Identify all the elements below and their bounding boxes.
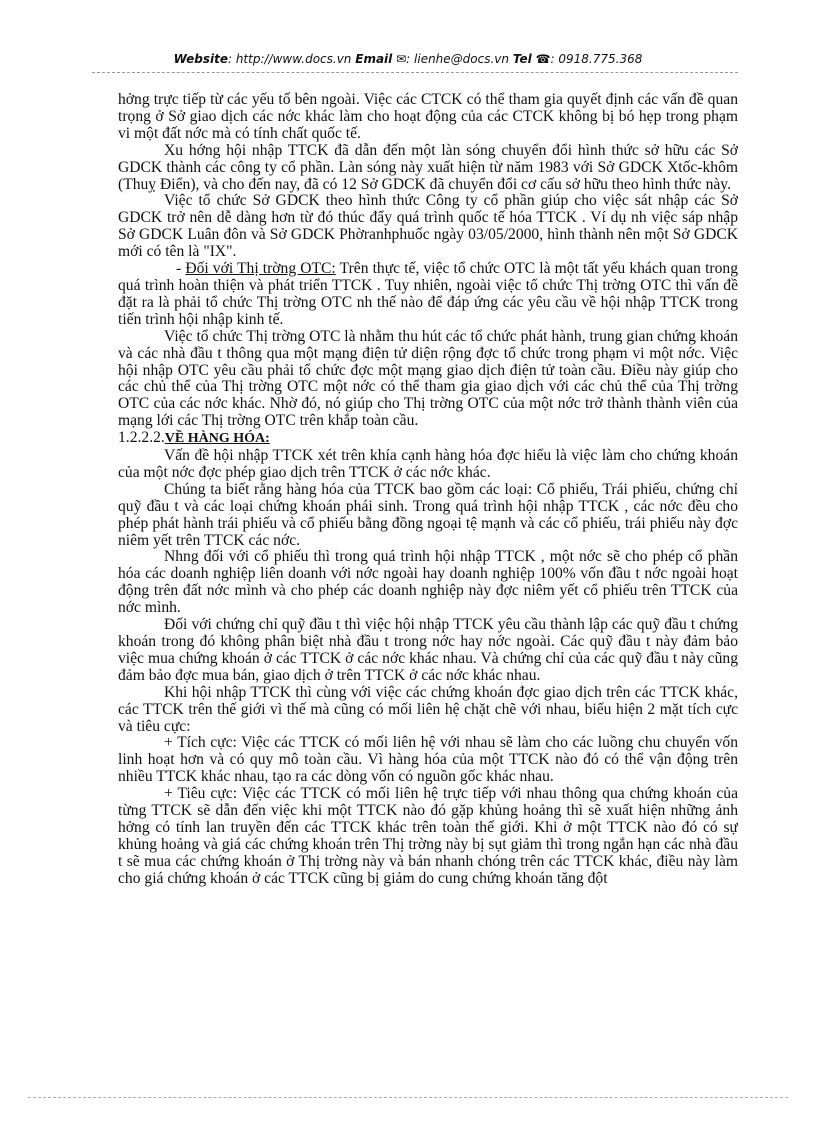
phone-icon: ☎ — [535, 52, 551, 66]
section-heading — [118, 430, 738, 448]
paragraph-12: + Tiêu cực: Việc các TTCK có mối liên hệ trực tiếp với nhau thông qua chứng khoán của từng TTCK sẽ dẫn đến việc khi một TTCK nào đó gặp khủng hoảng thì sẽ xuất hiện những ảnh hởng có tính lan truyền đến các TTCK khác trên toàn thế giới. Khi ở một TTCK nào đó có sự khủng hoảng và giá các chứng khoán trên Thị trờng này bị sụt giảm thì trong ngắn hạn các nhà đầu t sẽ mua các chứng khoán ở Thị trờng này và bán nhanh chóng trên các TTCK khác, điều này làm cho giá chứng khoán ở các TTCK cũng bị giảm do cung chứng khoán tăng đột — [118, 785, 738, 887]
paragraph-1: hởng trực tiếp từ các yếu tố bên ngoài. Việc các CTCK có thể tham gia quyết định các vấn đề quan trọng ở Sở giao dịch các nớc khác làm cho hoạt động của các CTCK không bị bó hẹp trong phạm vi một đất nớc mà có tính chất quốc tế. — [118, 92, 738, 142]
paragraph-2: Xu hớng hội nhập TTCK đã dẫn đến một làn sóng chuyển đổi hình thức sở hữu các Sở GDCK thành các công ty cổ phần. Làn sóng này xuất hiện từ năm 1983 với Sở GDCK Xtốc-khôm (Thuỵ Điển), và cho đến nay, đã có 12 Sở GDCK đã chuyển đổi cơ cấu sở hữu theo hình thức này. — [118, 141, 738, 193]
website-value: : http://www.docs.vn — [227, 52, 352, 66]
paragraph-6: Vấn đề hội nhập TTCK xét trên khía cạnh hàng hóa đợc hiểu là việc làm cho chứng khoán của một nớc đợc phép giao dịch trên TTCK ở các nớc khác. — [118, 447, 738, 481]
paragraph-11: + Tích cực: Việc các TTCK có mối liên hệ với nhau sẽ làm cho các luồng chu chuyển vốn linh hoạt hơn và có quy mô toàn cầu. Vì hàng hóa của một TTCK nào đó có thể vận động trên nhiều TTCK khác nhau, tạo ra các dòng vốn có nguồn gốc khác nhau. — [118, 734, 738, 786]
footer-divider — [28, 1097, 788, 1098]
email-label: Email — [355, 52, 393, 66]
tel-value: : 0918.775.368 — [550, 52, 643, 66]
section-number: 1.2.2.2. — [118, 429, 165, 447]
envelope-icon: ✉ — [396, 52, 407, 66]
page-header — [40, 52, 776, 70]
paragraph-8: Nhng đối với cổ phiếu thì trong quá trình hội nhập TTCK , một nớc sẽ cho phép cổ phần hóa các doanh nghiệp liên doanh với nớc ngoài hay doanh nghiệp 100% vốn đầu t nớc ngoài hoạt động trên đất nớc mình và cho phép các doanh nghiệp này đợc niêm yết cổ phiếu trên TTCK của nớc mình. — [118, 548, 738, 617]
otc-text: Trên thực tế, việc tổ chức OTC là một tất yếu khách quan trong quá trình hoàn thiện và phát triển TTCK . Tuy nhiên, ngoài việc tổ chức Thị trờng OTC thì vấn đề đặt ra là phải tổ chức Thị trờng OTC nh thế nào để đáp ứng các yêu cầu về hội nhập TTCK trong tiến trình hội nhập kinh tế. — [118, 260, 738, 328]
bullet-dash: - — [176, 260, 182, 278]
otc-subheading: Đối với Thị trờng OTC: — [185, 260, 336, 278]
paragraph-7: Chúng ta biết rằng hàng hóa của TTCK bao gồm các loại: Cổ phiếu, Trái phiếu, chứng chỉ quỹ đầu t và các loại chứng khoán phái sinh. Trong quá trình hội nhập TTCK , các nớc đều cho phép phát hành trái phiếu và cổ phiếu bằng đồng ngoại tệ mạnh và các cổ phiếu, trái phiếu này đợc niêm yết trên TTCK các nớc. — [118, 480, 738, 549]
document-body — [118, 92, 738, 1092]
paragraph-5: Việc tổ chức Thị trờng OTC là nhằm thu hút các tổ chức phát hành, trung gian chứng khoán và các nhà đầu t thông qua một mạng điện tử diện rộng đợc tổ chức trong phạm vi một nớc. Việc hội nhập OTC yêu cầu phải tổ chức đợc một mạng giao dịch điện tử toàn cầu. Điều này giúp cho các chủ thể của Thị trờng OTC một nớc có thể tham gia giao dịch với các chủ thể của Thị trờng OTC của các nớc khác. Nhờ đó, nó giúp cho Thị trờng OTC của một nớc trở thành thành viên của mạng lới các Thị trờng OTC trên khắp toàn cầu. — [118, 327, 738, 430]
paragraph-3: Việc tổ chức Sở GDCK theo hình thức Công ty cổ phần giúp cho việc sát nhập các Sở GDCK trở nên dễ dàng hơn từ đó thúc đẩy quá trình quốc tế hóa TTCK . Ví dụ nh việc sáp nhập Sở GDCK Luân đôn và Sở GDCK Phờranhphuốc ngày 03/05/2000, hình thành nên một Sở GDCK mới có tên là "IX". — [118, 192, 738, 261]
header-divider — [92, 72, 738, 73]
website-label: Website — [173, 52, 228, 66]
paragraph-9: Đối với chứng chỉ quỹ đầu t thì việc hội nhập TTCK yêu cầu thành lập các quỹ đầu t chứng khoán trong đó không phân biệt nhà đầu t trong nớc hay nớc ngoài. Các quỹ đầu t này đảm bảo việc mua chứng khoán ở các TTCK ở các nớc khác nhau. Và chứng chỉ của các quỹ đầu t này cũng đảm bảo đợc mua bán, giao dịch ở trên TTCK ở các nớc khác nhau. — [118, 616, 738, 684]
email-value: : lienhe@docs.vn — [406, 52, 510, 66]
paragraph-otc — [118, 261, 738, 329]
tel-label: Tel — [512, 52, 532, 66]
section-title: VỀ HÀNG HÓA: — [164, 431, 270, 447]
paragraph-10: Khi hội nhập TTCK thì cùng với việc các chứng khoán đợc giao dịch trên các TTCK khác, các TTCK trên thế giới vì thế mà cũng có mối liên hệ chặt chẽ với nhau, biểu hiện 2 mặt tích cực và tiêu cực: — [118, 683, 738, 735]
